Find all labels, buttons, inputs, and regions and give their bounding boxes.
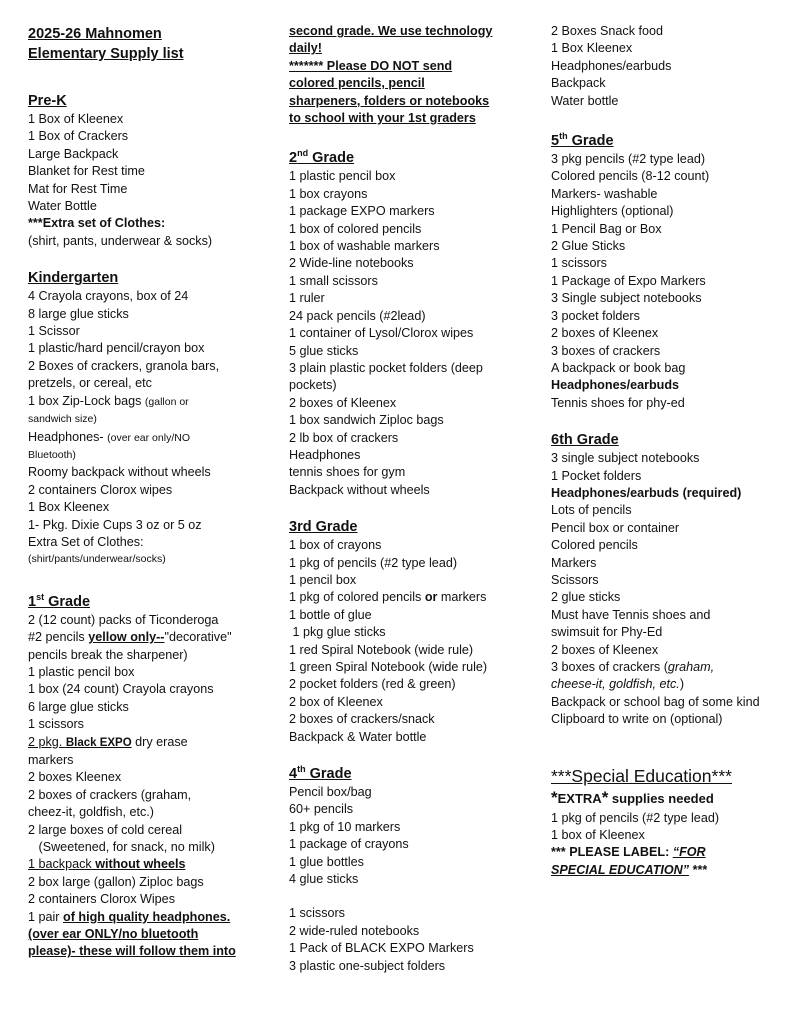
list-item: 1 Scissor bbox=[28, 324, 80, 339]
emphasis: without wheels bbox=[91, 857, 186, 872]
headphones-note: (over ear only/NO bbox=[107, 431, 190, 444]
heading-rest: Grade bbox=[567, 133, 614, 150]
list-item: 1 Box Kleenex bbox=[28, 500, 110, 515]
list-item: 1 Pencil Bag or Box bbox=[551, 221, 662, 236]
emphasis: or bbox=[424, 590, 438, 605]
list-item: 2 boxes of Kleenex bbox=[551, 326, 659, 341]
list-item: 1 box of Kleenex bbox=[551, 828, 645, 843]
extra-supplies-label bbox=[551, 787, 781, 810]
heading-num: 2 bbox=[289, 150, 298, 167]
list-item: (Sweetened, for snack, no milk) bbox=[28, 840, 215, 855]
list-item: tennis shoes for gym bbox=[289, 465, 406, 480]
emphasis: SPECIAL EDUCATION” bbox=[551, 862, 690, 877]
list-item: 1 package of crayons bbox=[289, 837, 409, 852]
list-item: 1 plastic/hard pencil/crayon box bbox=[28, 341, 205, 356]
list-item: Markers bbox=[551, 555, 597, 570]
list-item: Tennis shoes for phy-ed bbox=[551, 395, 685, 410]
emphasis: “FOR bbox=[672, 845, 706, 860]
list-item-bold: Headphones/earbuds bbox=[551, 378, 680, 393]
list-item bbox=[28, 909, 268, 926]
heading-sup: nd bbox=[297, 148, 309, 159]
grade5-heading bbox=[551, 132, 781, 151]
list-item: 2 containers Clorox wipes bbox=[28, 482, 173, 497]
heading-rest: Grade bbox=[44, 593, 91, 610]
list-item: 1 box crayons bbox=[289, 186, 368, 201]
list-item: 1 scissors bbox=[551, 256, 607, 271]
grade1-warning: colored pencils, pencil bbox=[289, 76, 425, 91]
list-item: Highlighters (optional) bbox=[551, 204, 674, 219]
list-item: Headphones bbox=[289, 447, 361, 462]
list-item: Headphones/earbuds bbox=[551, 58, 672, 73]
heading-num: 1 bbox=[28, 593, 37, 610]
text: "decorative" bbox=[164, 630, 232, 645]
list-item-ziplock bbox=[28, 393, 268, 411]
list-item: Colored pencils bbox=[551, 538, 638, 553]
heading-rest: Grade bbox=[305, 766, 352, 783]
list-item: 1 container of Lysol/Clorox wipes bbox=[289, 326, 474, 341]
emphasis: cheese-it, goldfish, etc. bbox=[551, 677, 680, 692]
list-item bbox=[551, 659, 781, 676]
list-item: 1 small scissors bbox=[289, 273, 378, 288]
list-item: 1 Box of Crackers bbox=[28, 129, 129, 144]
list-item: Roomy backpack without wheels bbox=[28, 465, 211, 480]
list-item: 2 boxes of Kleenex bbox=[551, 642, 659, 657]
list-item: 3 plain plastic pocket folders (deep bbox=[289, 360, 483, 375]
list-item: 4 Crayola crayons, box of 24 bbox=[28, 289, 189, 304]
list-item: 1 box sandwich Ziploc bags bbox=[289, 413, 444, 428]
list-item: 2 Wide-line notebooks bbox=[289, 256, 414, 271]
list-item: 3 single subject notebooks bbox=[551, 451, 700, 466]
list-item: (over ear ONLY/no bluetooth bbox=[28, 927, 199, 942]
list-item: swimsuit for Phy-Ed bbox=[551, 625, 663, 640]
grade4-heading bbox=[289, 765, 529, 784]
emphasis: of high quality headphones. bbox=[63, 909, 231, 924]
list-item: Backpack & Water bottle bbox=[289, 729, 427, 744]
list-item: 24 pack pencils (#2lead) bbox=[289, 308, 426, 323]
list-item: Pencil box/bag bbox=[289, 785, 372, 800]
list-item: Backpack or school bag of some kind bbox=[551, 694, 760, 709]
list-item: 2 Boxes of crackers, granola bars, bbox=[28, 358, 220, 373]
grade1-warning: to school with your 1st graders bbox=[289, 111, 476, 126]
list-item: 1 box of crayons bbox=[289, 538, 382, 553]
list-item: 1 red Spiral Notebook (wide rule) bbox=[289, 642, 474, 657]
list-item: 60+ pencils bbox=[289, 802, 354, 817]
list-item: pockets) bbox=[289, 378, 337, 393]
list-item: 1 ruler bbox=[289, 291, 325, 306]
label-instruction bbox=[551, 844, 781, 861]
list-item bbox=[28, 734, 268, 752]
list-item: 4 glue sticks bbox=[289, 872, 359, 887]
text: *** bbox=[689, 862, 708, 877]
text: ) bbox=[679, 677, 685, 692]
list-item: 3 boxes of crackers bbox=[551, 343, 661, 358]
list-item: 1 package EXPO markers bbox=[289, 204, 435, 219]
clothes-detail: (shirt/pants/underwear/socks) bbox=[28, 553, 166, 566]
list-item: 2 boxes of crackers/snack bbox=[289, 712, 435, 727]
list-item: 8 large glue sticks bbox=[28, 306, 129, 321]
text: supplies needed bbox=[608, 790, 714, 806]
list-item: Colored pencils (8-12 count) bbox=[551, 169, 710, 184]
list-item: 1 pkg glue sticks bbox=[289, 625, 386, 640]
list-item: Mat for Rest Time bbox=[28, 181, 128, 196]
grade1-cont-line: second grade. We use technology bbox=[289, 24, 493, 38]
list-item: pencils break the sharpener) bbox=[28, 647, 188, 662]
list-item: Water Bottle bbox=[28, 199, 97, 214]
emphasis: yellow only-- bbox=[88, 630, 165, 645]
list-item: Extra Set of Clothes: bbox=[28, 534, 144, 549]
text: EXTRA bbox=[557, 790, 602, 806]
list-item: Large Backpack bbox=[28, 146, 119, 161]
list-item: 2 large boxes of cold cereal bbox=[28, 822, 183, 837]
list-item: Must have Tennis shoes and bbox=[551, 607, 711, 622]
list-item: A backpack or book bag bbox=[551, 360, 686, 375]
list-item: 1 glue bottles bbox=[289, 854, 364, 869]
list-item: 1- Pkg. Dixie Cups 3 oz or 5 oz bbox=[28, 517, 202, 532]
list-item: pretzels, or cereal, etc bbox=[28, 376, 152, 391]
list-item: Lots of pencils bbox=[551, 503, 632, 518]
list-item bbox=[289, 589, 529, 606]
text: #2 pencils bbox=[28, 630, 89, 645]
list-item: 2 containers Clorox Wipes bbox=[28, 892, 175, 907]
list-item: 2 lb box of crackers bbox=[289, 430, 399, 445]
extra-clothes-detail: (shirt, pants, underwear & socks) bbox=[28, 233, 213, 248]
list-item: Backpack without wheels bbox=[289, 482, 430, 497]
page-title-line2: Elementary Supply list bbox=[28, 46, 184, 62]
list-item: 1 green Spiral Notebook (wide rule) bbox=[289, 660, 488, 674]
list-item: 2 boxes of Kleenex bbox=[289, 395, 397, 410]
list-item: 1 box of washable markers bbox=[289, 239, 440, 254]
text: dry erase bbox=[131, 734, 188, 749]
list-item: 1 pkg of 10 markers bbox=[289, 819, 401, 834]
list-item: 1 Box of Kleenex bbox=[28, 112, 124, 126]
list-item: cheez-it, goldfish, etc.) bbox=[28, 805, 154, 820]
list-item: 2 box large (gallon) Ziploc bags bbox=[28, 874, 204, 889]
text: 1 pkg of colored pencils bbox=[289, 590, 425, 605]
list-item: 1 scissors bbox=[289, 906, 345, 921]
column-3 bbox=[551, 0, 781, 879]
list-item: 3 plastic one-subject folders bbox=[289, 958, 446, 973]
list-item: please)- these will follow them into bbox=[28, 944, 236, 959]
text: 1 pair bbox=[28, 909, 64, 924]
label-instruction bbox=[551, 862, 781, 879]
list-item: 3 Single subject notebooks bbox=[551, 291, 702, 306]
grade6-heading: 6th Grade bbox=[551, 432, 619, 449]
list-item: 1 Pocket folders bbox=[551, 468, 642, 483]
grade1-heading bbox=[28, 593, 268, 612]
ziplock-main: 1 box Zip-Lock bags bbox=[28, 393, 145, 408]
list-item-headphones bbox=[28, 429, 268, 447]
list-item: 2 boxes Kleenex bbox=[28, 770, 122, 785]
list-item: markers bbox=[28, 753, 74, 767]
heading-sup: st bbox=[36, 591, 45, 602]
text: *** PLEASE LABEL: bbox=[551, 845, 673, 860]
extra-clothes-label: ***Extra set of Clothes: bbox=[28, 216, 166, 231]
ziplock-note-cont: sandwich size) bbox=[28, 413, 97, 426]
asterisk: * bbox=[551, 787, 558, 807]
list-item: 1 pkg of pencils (#2 type lead) bbox=[551, 810, 720, 825]
headphones-main: Headphones- bbox=[28, 429, 108, 444]
list-item: 3 pkg pencils (#2 type lead) bbox=[551, 152, 706, 167]
list-item bbox=[28, 629, 268, 646]
text: 1 backpack bbox=[28, 857, 92, 872]
heading-sup: th bbox=[297, 764, 306, 775]
list-item: 1 Pack of BLACK EXPO Markers bbox=[289, 941, 474, 956]
column-1 bbox=[28, 0, 268, 961]
list-item: 2 wide-ruled notebooks bbox=[289, 923, 420, 938]
list-item: 2 Glue Sticks bbox=[551, 239, 626, 254]
page-title-line1: 2025-26 Mahnomen bbox=[28, 26, 162, 42]
list-item: 1 plastic pencil box bbox=[28, 664, 135, 679]
grade1-warning: sharpeners, folders or notebooks bbox=[289, 93, 490, 108]
list-item: 1 box (24 count) Crayola crayons bbox=[28, 682, 214, 697]
list-item: Blanket for Rest time bbox=[28, 164, 145, 179]
heading-num: 4 bbox=[289, 766, 298, 783]
list-item: 1 bottle of glue bbox=[289, 607, 372, 622]
list-item: 2 (12 count) packs of Ticonderoga bbox=[28, 612, 219, 627]
list-item: 2 Boxes Snack food bbox=[551, 24, 664, 38]
column-2 bbox=[289, 0, 529, 975]
list-item: Water bottle bbox=[551, 93, 619, 108]
list-item: 6 large glue sticks bbox=[28, 699, 129, 714]
list-item: Backpack bbox=[551, 76, 606, 91]
list-item-bold: Headphones/earbuds (required) bbox=[551, 485, 742, 500]
asterisk: * bbox=[601, 787, 609, 807]
text: 3 boxes of crackers ( bbox=[551, 660, 668, 674]
grade1-warning: ******* Please DO NOT send bbox=[289, 58, 453, 73]
ziplock-note: (gallon or bbox=[144, 395, 189, 408]
list-item: Pencil box or container bbox=[551, 520, 680, 535]
list-item: 2 glue sticks bbox=[551, 590, 621, 605]
list-item: 2 pocket folders (red & green) bbox=[289, 677, 456, 692]
list-item bbox=[28, 856, 268, 873]
special-education-heading: ***Special Education*** bbox=[551, 765, 732, 786]
list-item: 5 glue sticks bbox=[289, 343, 359, 358]
emphasis: Black EXPO bbox=[65, 736, 132, 749]
grade3-heading: 3rd Grade bbox=[289, 519, 358, 536]
list-item: 1 pkg of pencils (#2 type lead) bbox=[289, 555, 458, 570]
list-item: Scissors bbox=[551, 572, 599, 587]
prek-heading: Pre-K bbox=[28, 93, 67, 109]
list-item: 3 pocket folders bbox=[551, 308, 640, 323]
list-item: 1 pencil box bbox=[289, 572, 357, 587]
list-item: Clipboard to write on (optional) bbox=[551, 712, 723, 727]
headphones-note-cont: Bluetooth) bbox=[28, 448, 76, 461]
grade2-heading bbox=[289, 149, 529, 168]
text: 2 pkg. bbox=[28, 734, 66, 749]
kindergarten-heading: Kindergarten bbox=[28, 270, 119, 287]
list-item: 1 Package of Expo Markers bbox=[551, 273, 706, 288]
list-item: 1 box of colored pencils bbox=[289, 221, 422, 236]
heading-rest: Grade bbox=[308, 150, 355, 167]
emphasis: graham, bbox=[667, 660, 715, 674]
heading-sup: th bbox=[559, 131, 568, 142]
list-item: 2 box of Kleenex bbox=[289, 694, 383, 709]
list-item: 1 scissors bbox=[28, 717, 84, 732]
grade1-cont-line: daily! bbox=[289, 41, 322, 56]
list-item: Markers- washable bbox=[551, 186, 658, 201]
list-item: 1 Box Kleenex bbox=[551, 41, 633, 56]
text: markers bbox=[437, 590, 487, 605]
list-item: 1 plastic pencil box bbox=[289, 169, 396, 184]
list-item: 2 boxes of crackers (graham, bbox=[28, 787, 192, 802]
list-item bbox=[551, 676, 781, 693]
heading-num: 5 bbox=[551, 133, 560, 150]
